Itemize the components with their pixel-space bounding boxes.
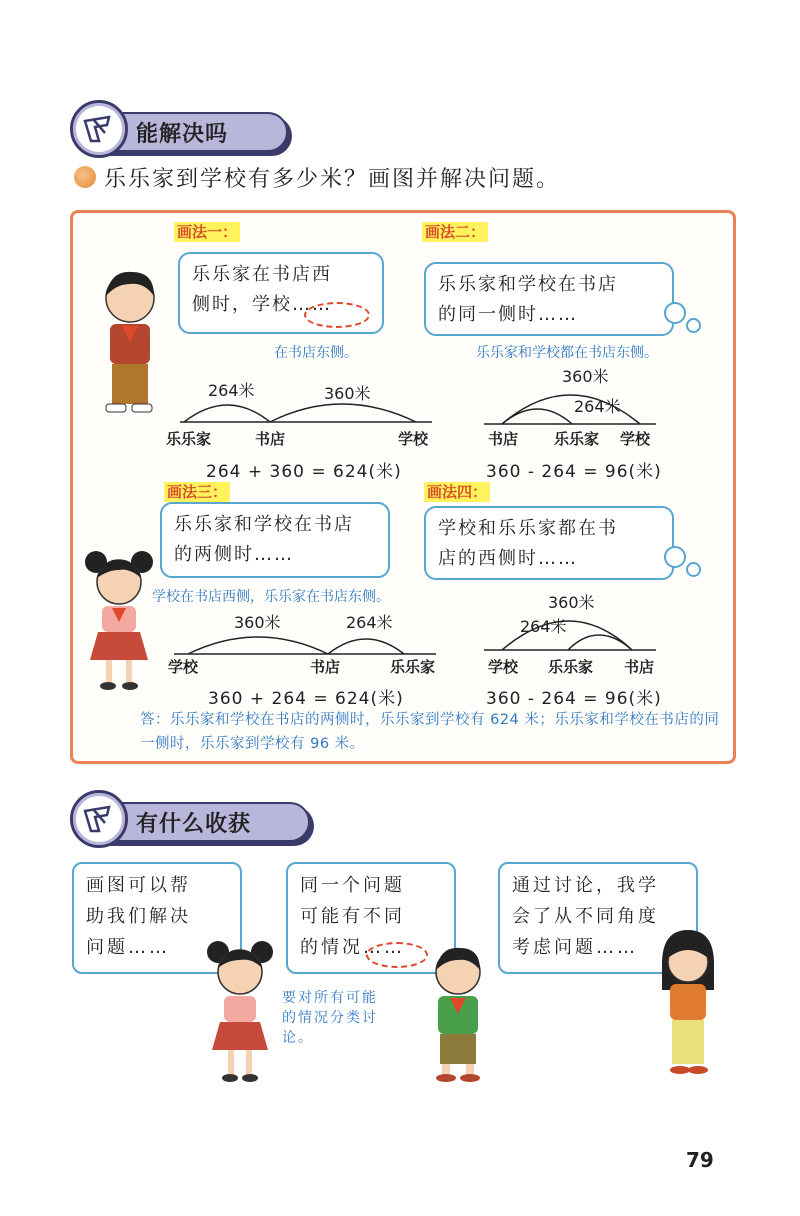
distance-label: 360米 [324,384,371,403]
thought-circle [686,318,701,333]
section-title: 有什么收获 [136,812,252,837]
section-header-solve [70,100,290,156]
card-line: 助我们解决 [86,906,191,927]
distance-label: 360米 [234,613,281,632]
equation-4: 360 - 264 = 96(米) [486,689,662,709]
question-text: 乐乐家到学校有多少米？画图并解决问题。 [104,167,561,192]
bubble-line: 乐乐家和学校在书店 [438,274,618,295]
place-label: 乐乐家 [390,658,436,676]
note-line: 的情况分类讨 [282,1010,378,1026]
place-label: 学校 [488,658,519,676]
section-pill [98,802,310,842]
place-label: 书店 [624,658,655,676]
bullet-dot [74,166,96,188]
card-line: 会了从不同角度 [512,906,659,927]
boy-character-icon [420,944,496,1084]
method-label-4: 画法四： [424,482,490,502]
section-header-harvest [70,790,310,846]
place-label: 书店 [310,658,341,676]
card-line: 同一个问题 [300,875,405,896]
dashed-highlight [304,302,370,328]
equation-2: 360 - 264 = 96(米) [486,462,662,482]
card-line: 考虑问题…… [512,937,638,958]
card-note [282,988,412,1048]
thought-circle [686,562,701,577]
bubble-line: 侧时，学校…… [192,294,332,315]
girl-character-icon [200,938,280,1088]
note-line: 论。 [282,1030,314,1046]
place-label: 学校 [620,430,651,448]
place-label: 学校 [168,658,199,676]
bubble-line: 乐乐家和学校在书店 [174,514,354,535]
bubble-line: 的同一侧时…… [438,304,578,325]
method-label-3: 画法三： [164,482,230,502]
girl-character-icon [76,548,162,694]
note-1: 在书店东侧。 [274,345,358,361]
note-3: 学校在书店西侧，乐乐家在书店东侧。 [152,589,390,605]
note-line: 要对所有可能 [282,990,378,1006]
card-line: 的情况…… [300,937,405,958]
method-label-1: 画法一： [174,222,240,242]
pencil-hand-icon [70,100,128,158]
card-line: 问题…… [86,937,170,958]
place-label: 乐乐家 [548,658,594,676]
thought-circle [664,546,686,568]
place-label: 乐乐家 [166,430,212,448]
thought-circle [664,302,686,324]
bubble-line: 店的西侧时…… [438,548,578,569]
page-number: 79 [686,1148,714,1172]
bubble-line: 的两侧时…… [174,544,294,565]
distance-label: 360米 [562,367,609,386]
place-label: 乐乐家 [554,430,600,448]
bubble-line: 乐乐家在书店西 [192,264,332,285]
equation-1: 264 + 360 = 624(米) [206,462,402,482]
place-label: 书店 [488,430,519,448]
answer-text: 答：乐乐家和学校在书店的两侧时，乐乐家到学校有 624 米；乐乐家和学校在书店的同一侧时，乐乐家到学校有 96 米。 [140,712,720,752]
dashed-highlight [366,942,428,968]
boy-character-icon [92,268,168,418]
bubble-line: 学校和乐乐家都在书 [438,518,618,539]
speech-bubble-4 [424,506,674,580]
distance-label: 360米 [548,593,595,612]
section-title: 能解决吗 [136,122,229,147]
card-line: 通过讨论，我学 [512,875,659,896]
distance-label: 264米 [346,613,393,632]
pencil-hand-icon [70,790,128,848]
card-line: 画图可以帮 [86,875,191,896]
speech-bubble-3 [160,502,390,578]
speech-bubble-2 [424,262,674,336]
distance-label: 264米 [520,617,567,636]
place-label: 学校 [398,430,429,448]
method-label-2: 画法二： [422,222,488,242]
distance-label: 264米 [208,381,255,400]
distance-label: 264米 [574,397,621,416]
card-line: 可能有不同 [300,906,405,927]
equation-3: 360 + 264 = 624(米) [208,689,404,709]
note-2: 乐乐家和学校都在书店东侧。 [476,345,658,361]
girl-character-icon [648,928,728,1084]
place-label: 书店 [255,430,286,448]
